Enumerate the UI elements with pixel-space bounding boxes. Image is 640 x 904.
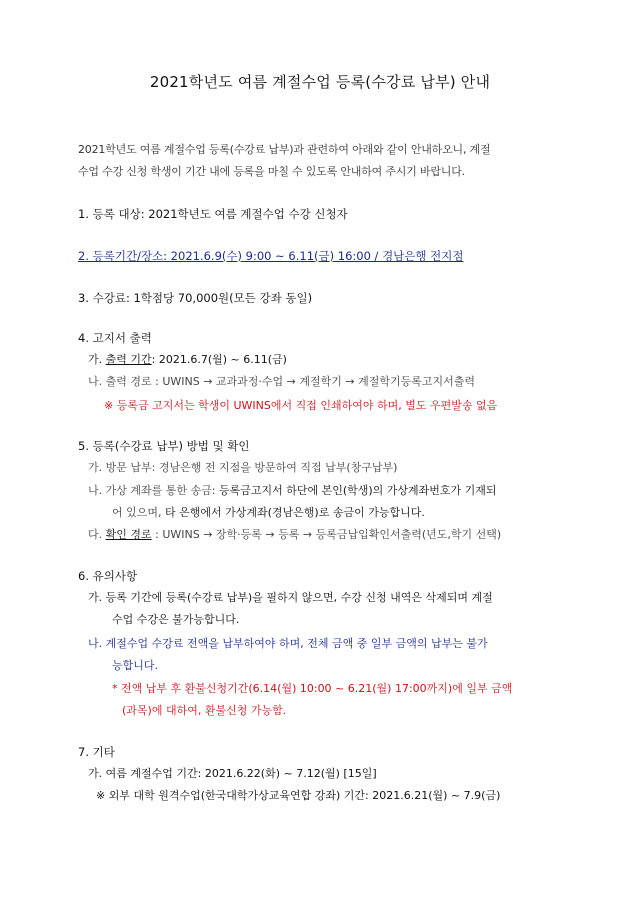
section-5-item-b-line-1 bbox=[88, 483, 497, 499]
item-a-prefix: 가. bbox=[88, 353, 106, 366]
section-5-heading: 5. 등록(수강료 납부) 방법 및 확인 bbox=[78, 439, 250, 453]
print-period-label: 출력 기간 bbox=[105, 353, 152, 366]
intro-line-2: 수업 수강 신청 학생이 기간 내에 등록을 마칠 수 있도록 안내하여 주시기 바랍니다. bbox=[78, 165, 465, 178]
page-title: 2021학년도 여름 계절수업 등록(수강료 납부) 안내 bbox=[149, 73, 491, 91]
section-4-item-a bbox=[88, 352, 287, 368]
intro-line-1: 2021학년도 여름 계절수업 등록(수강료 납부)과 관련하여 아래와 같이 안내하오니, 계절 bbox=[78, 143, 491, 156]
print-period-value: : 2021.6.7(월) ~ 6.11(금) bbox=[151, 353, 287, 366]
item-b-prefix: 나. 가상 계좌를 통한 송금: bbox=[88, 484, 219, 497]
item-b2-text: 타 은행에서 가상계좌(경남은행)로 송금이 가능합니다. bbox=[165, 506, 425, 519]
section-6-item-a-line-1: 가. 등록 기간에 등록(수강료 납부)을 필하지 않으면, 수강 신청 내역은 삭제되며 계절 bbox=[88, 591, 493, 604]
section-7-heading: 7. 기타 bbox=[78, 745, 115, 759]
check-path-value: : UWINS → 장학·등록 → 등록 → 등록금납입확인서출력(년도,학기 선택) bbox=[151, 528, 502, 541]
section-6-item-b-line-1: 나. 계절수업 수강료 전액을 납부하여야 하며, 전체 금액 중 일부 금액의 납부는 불가 bbox=[88, 637, 488, 650]
section-1-target: 1. 등록 대상: 2021학년도 여름 계절수업 수강 신청자 bbox=[78, 207, 348, 221]
section-3-fee: 3. 수강료: 1학점당 70,000원(모든 강좌 동일) bbox=[78, 291, 313, 305]
section-6-refund-note-line-1: * 전액 납부 후 환불신청기간(6.14(월) 10:00 ~ 6.21(월) 17:00까지)에 일부 금액 bbox=[112, 682, 513, 695]
section-4-heading: 4. 고지서 출력 bbox=[78, 331, 152, 345]
section-5-item-b-line-2 bbox=[112, 505, 425, 521]
section-4-item-b: 나. 출력 경로 : UWINS → 교과과정·수업 → 계절학기 → 계절학기등록고지서출력 bbox=[88, 375, 475, 388]
section-6-heading: 6. 유의사항 bbox=[78, 569, 138, 583]
section-6-refund-note-line-2: (과목)에 대하여, 환불신청 가능함. bbox=[122, 704, 287, 717]
section-6-item-b-line-2: 능합니다. bbox=[112, 659, 159, 672]
section-6-item-a-line-2: 수업 수강은 불가능합니다. bbox=[112, 613, 240, 626]
section-7-item-a: 가. 여름 계절수업 기간: 2021.6.22(화) ~ 7.12(월) [15일] bbox=[88, 767, 377, 780]
section-2-period-place: 2. 등록기간/장소: 2021.6.9(수) 9:00 ~ 6.11(금) 16:00 / 경남은행 전지점 bbox=[78, 249, 464, 263]
section-7-remote-note: ※ 외부 대학 원격수업(한국대학가상교육연합 강좌) 기간: 2021.6.21(월) ~ 7.9(금) bbox=[96, 789, 501, 802]
item-b-text: 등록금고지서 하단에 본인(학생)의 가상계좌번호가 기재되 bbox=[218, 484, 497, 497]
item-c-prefix: 다. bbox=[88, 528, 106, 541]
check-path-label: 확인 경로 bbox=[105, 528, 152, 541]
item-b2-prefix: 어 있으며, bbox=[112, 506, 165, 519]
section-5-item-a: 가. 방문 납부: 경남은행 전 지점을 방문하여 직접 납부(창구납부) bbox=[88, 461, 398, 474]
section-5-item-c bbox=[88, 527, 501, 543]
section-4-notice: ※ 등록금 고지서는 학생이 UWINS에서 직접 인쇄하여야 하며, 별도 우편발송 없음 bbox=[104, 399, 498, 412]
